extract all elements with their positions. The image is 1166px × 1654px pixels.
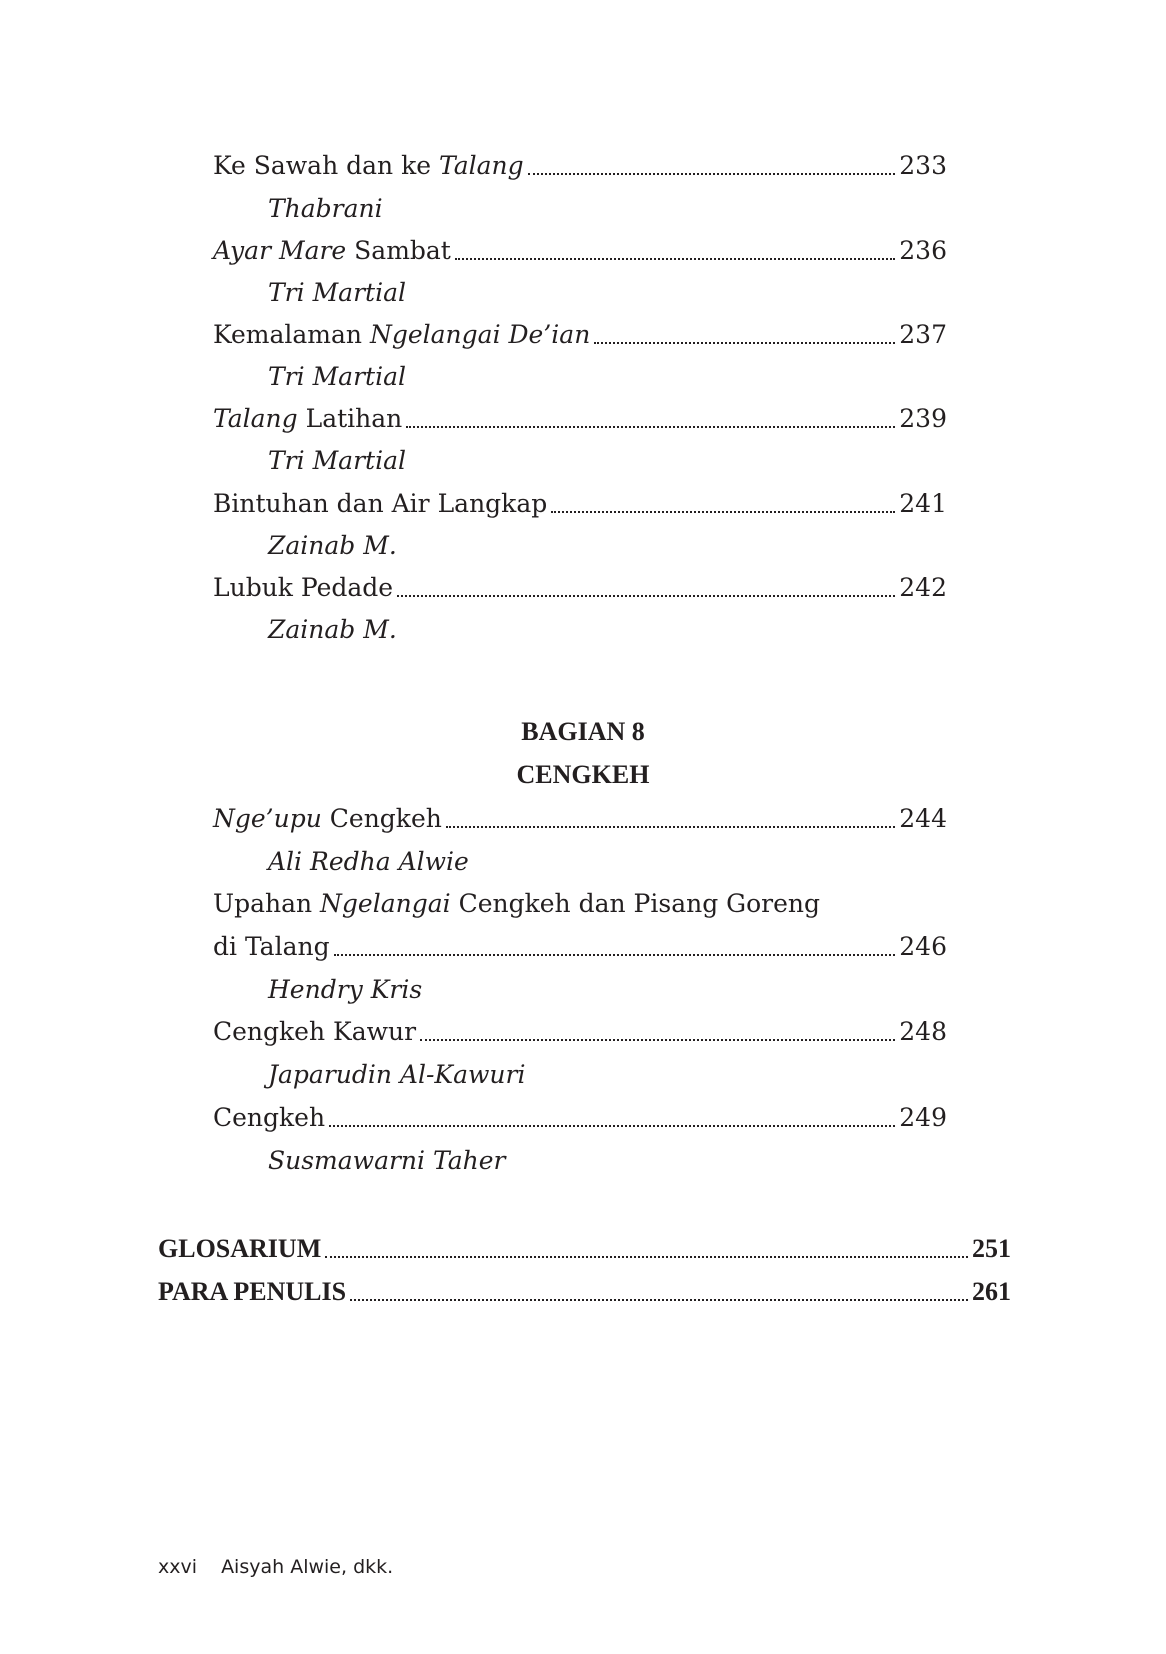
toc-entry[interactable] (213, 1098, 947, 1138)
entry-title: Ke Sawah dan ke Talang (213, 151, 524, 180)
entry-title: Bintuhan dan Air Langkap (213, 489, 548, 518)
toc-entry-para-penulis[interactable] (158, 1272, 1011, 1312)
page-number: 251 (972, 1234, 1011, 1263)
entry-title: GLOSARIUM (158, 1234, 322, 1263)
page-number: 233 (899, 151, 947, 180)
dot-leader (406, 426, 895, 428)
dot-leader (329, 1125, 895, 1127)
page-number: 241 (899, 489, 947, 518)
dot-leader (528, 173, 896, 175)
page-number: 239 (899, 404, 947, 433)
entry-title-line-1[interactable]: Upahan Ngelangai Cengkeh dan Pisang Goreng (213, 889, 821, 918)
dot-leader (334, 954, 896, 956)
page-number: 246 (899, 932, 947, 961)
page-number: 261 (972, 1277, 1011, 1306)
entry-title: Lubuk Pedade (213, 573, 394, 602)
entry-title: Cengkeh (213, 1103, 326, 1132)
toc-entry[interactable] (213, 399, 947, 439)
entry-author: Thabrani (268, 194, 383, 223)
entry-author: Zainab M. (268, 615, 397, 644)
section-name-heading: CENGKEH (516, 760, 650, 789)
entry-title-line-2: di Talang (213, 932, 330, 961)
entry-author: Tri Martial (268, 362, 406, 391)
running-head: Aisyah Alwie, dkk. (221, 1556, 394, 1578)
entry-author: Tri Martial (268, 446, 406, 475)
dot-leader (455, 258, 895, 260)
dot-leader (551, 511, 895, 513)
toc-entry[interactable] (213, 146, 947, 186)
entry-author: Tri Martial (268, 278, 406, 307)
dot-leader (446, 826, 895, 828)
dot-leader (594, 342, 895, 344)
entry-title: PARA PENULIS (158, 1277, 347, 1306)
toc-entry[interactable] (213, 231, 947, 271)
toc-entry[interactable] (213, 568, 947, 608)
page-footer (158, 1556, 393, 1578)
page-number: 248 (899, 1017, 947, 1046)
entry-title: Talang Latihan (213, 404, 403, 433)
page-number: 237 (899, 320, 947, 349)
toc-entry-glosarium[interactable] (158, 1229, 1011, 1269)
entry-title: Nge’upu Cengkeh (213, 804, 442, 833)
toc-entry[interactable] (213, 315, 947, 355)
entry-title: Kemalaman Ngelangai De’ian (213, 320, 591, 349)
page-number: 236 (899, 236, 947, 265)
entry-author: Susmawarni Taher (268, 1146, 506, 1175)
dot-leader (397, 595, 895, 597)
dot-leader (325, 1256, 968, 1258)
dot-leader (420, 1039, 895, 1041)
toc-entry[interactable] (213, 484, 947, 524)
folio: xxvi (158, 1556, 198, 1578)
page-number: 249 (899, 1103, 947, 1132)
entry-title: Cengkeh Kawur (213, 1017, 417, 1046)
toc-entry[interactable] (213, 927, 947, 967)
entry-author: Japarudin Al-Kawuri (268, 1060, 526, 1089)
section-part-heading: BAGIAN 8 (521, 717, 645, 746)
entry-author: Zainab M. (268, 531, 397, 560)
page-number: 242 (899, 573, 947, 602)
entry-author: Ali Redha Alwie (268, 847, 469, 876)
dot-leader (350, 1299, 968, 1301)
toc-entry[interactable] (213, 1012, 947, 1052)
page-number: 244 (899, 804, 947, 833)
toc-entry[interactable] (213, 799, 947, 839)
entry-author: Hendry Kris (268, 975, 423, 1004)
entry-title: Ayar Mare Sambat (213, 236, 451, 265)
